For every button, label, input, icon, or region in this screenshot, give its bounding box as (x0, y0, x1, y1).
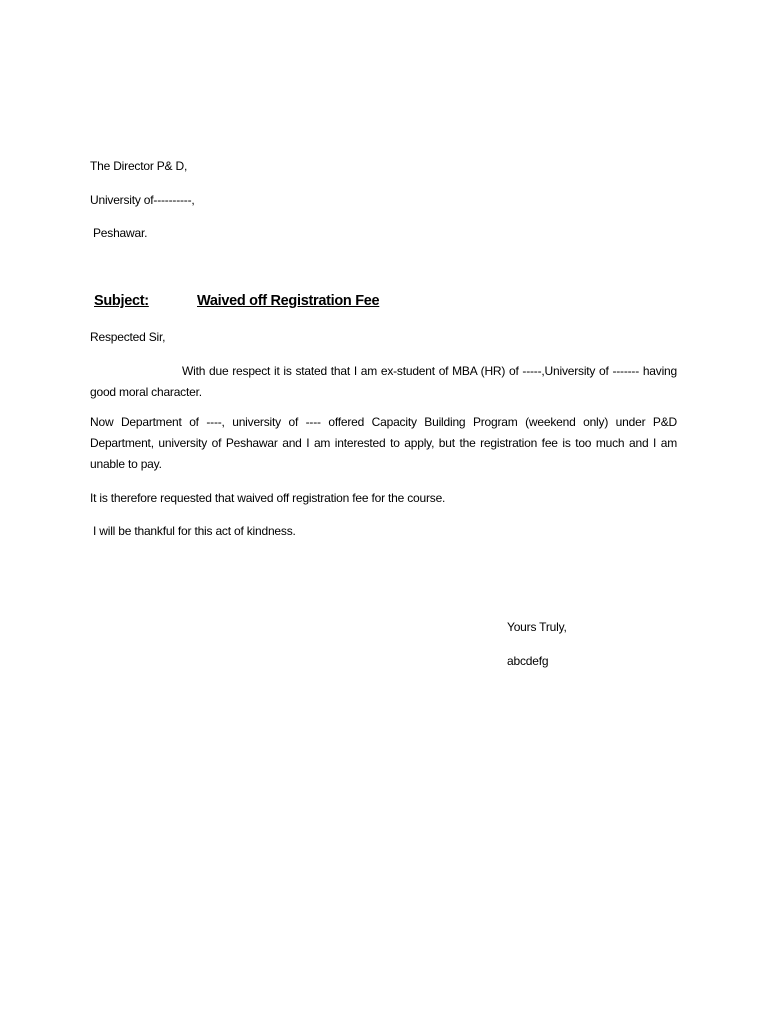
closing: Yours Truly, (507, 620, 567, 634)
recipient-city: Peshawar. (93, 226, 148, 240)
subject-label: Subject: (94, 293, 149, 309)
paragraph-intro: With due respect it is stated that I am ex-student of MBA (HR) of -----,University of ------- having good moral character. (90, 364, 677, 399)
paragraph-thanks: I will be thankful for this act of kindness. (93, 524, 296, 538)
salutation: Respected Sir, (90, 330, 166, 344)
signature: abcdefg (507, 654, 549, 668)
paragraph-program: Now Department of ----, university of ---- offered Capacity Building Program (weekend only) under P&D Department, university of Peshawar and I am interested to apply, but the registration fee is too much and I am unable to pay. (90, 415, 677, 471)
recipient-title: The Director P& D, (90, 159, 188, 173)
paragraph-request: It is therefore requested that waived off registration fee for the course. (90, 491, 446, 505)
subject-text: Waived off Registration Fee (197, 293, 380, 309)
recipient-university: University of----------, (90, 193, 195, 207)
